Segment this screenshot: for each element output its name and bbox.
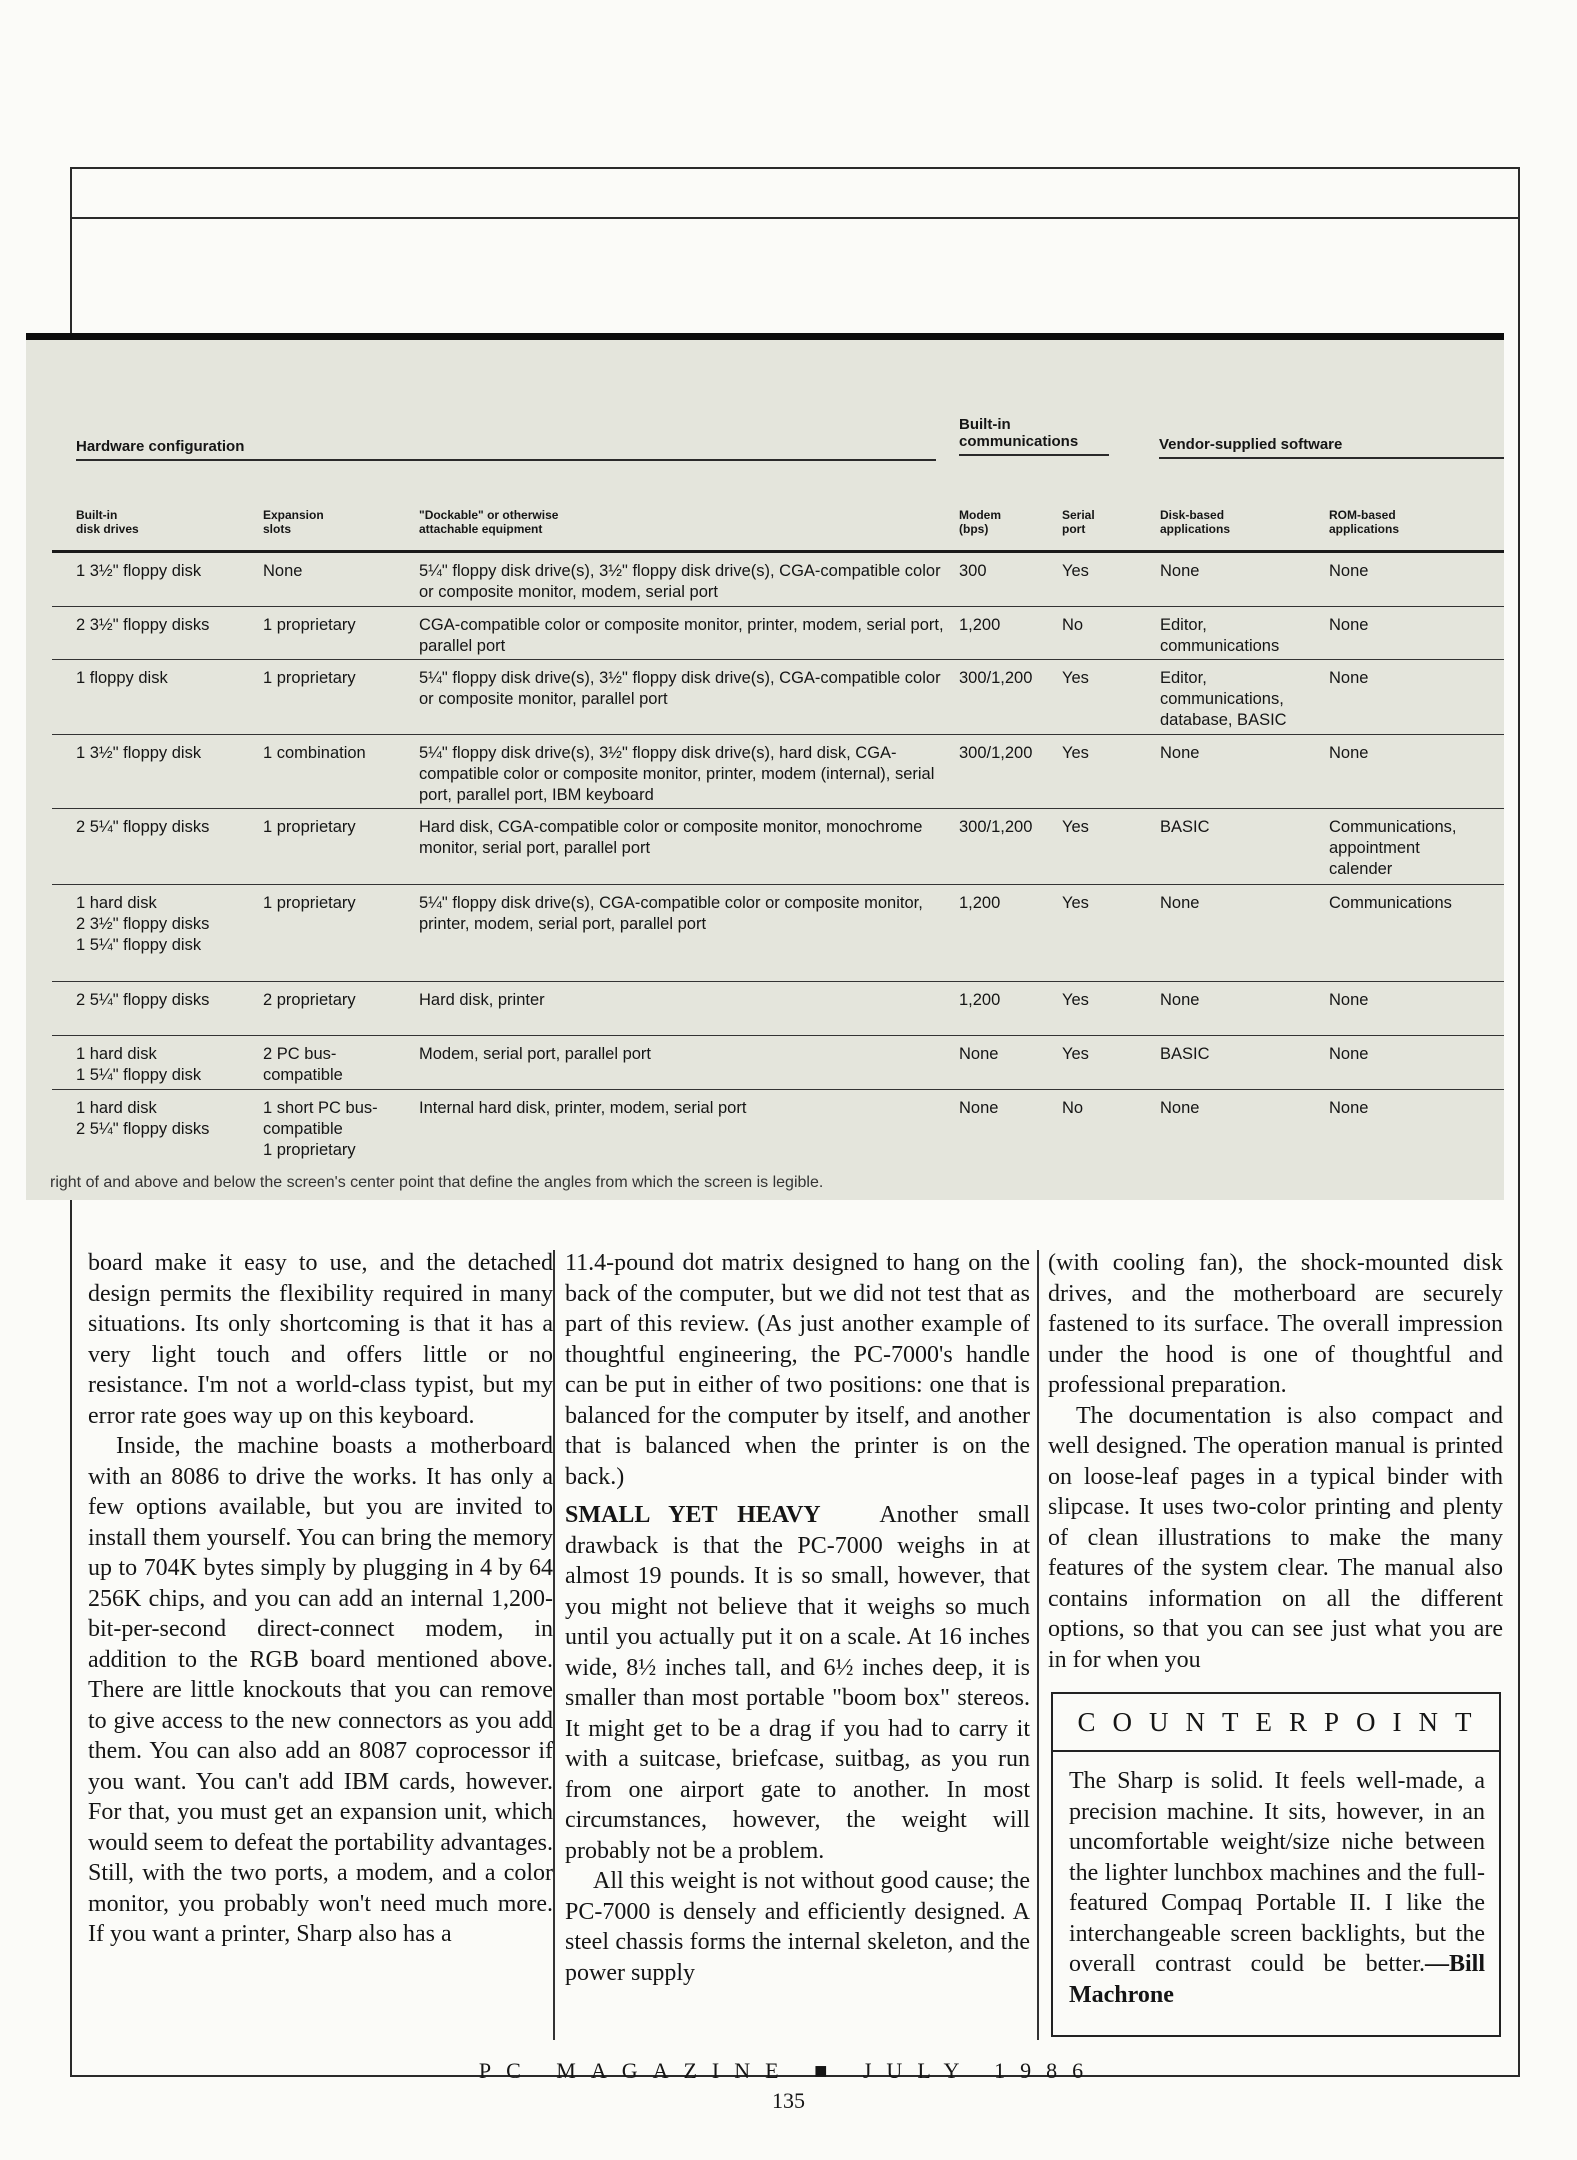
cell-drives: 1 3½" floppy disk <box>76 744 202 762</box>
cell-modem: 300/1,200 <box>959 818 1033 836</box>
table-row <box>52 553 1504 607</box>
cell-disk-apps: BASIC <box>1160 1045 1210 1063</box>
cell-dockable: 5¼" floppy disk drive(s), 3½" floppy disk drive(s), hard disk, CGA-compatible color or composite monitor, printer, modem (internal), serial port, parallel port, IBM keyboard <box>419 744 935 804</box>
paragraph: The documentation is also compact and well designed. The operation manual is printed on loose-leaf pages in a typical binder with slipcase. It uses two-color printing and plenty of clean illustrations to make the many features of the system clear. The manual also contains information on all the different options, so that you can see just what you are in for when you <box>1048 1402 1503 1673</box>
cell-slots: 1 proprietary <box>263 669 356 687</box>
cell-slots: 1 combination <box>263 744 366 762</box>
cell-disk-apps: Editor, communications <box>1160 616 1280 655</box>
cell-drives: 2 5¼" floppy disks <box>76 818 210 836</box>
table-row <box>52 982 1504 1036</box>
table-row <box>52 735 1504 809</box>
cell-slots: None <box>263 562 303 580</box>
cell-rom-apps: None <box>1329 991 1369 1009</box>
col-header-rom-apps: ROM-based applications <box>1329 508 1400 536</box>
cell-serial: No <box>1062 1099 1084 1117</box>
cell-modem: 300/1,200 <box>959 744 1033 762</box>
cell-rom-apps: None <box>1329 669 1369 687</box>
cell-disk-apps: None <box>1160 894 1200 912</box>
page-footer: PC MAGAZINE ■ JULY 1986 <box>478 2058 1099 2083</box>
cell-serial: Yes <box>1062 1045 1089 1063</box>
cell-dockable: Modem, serial port, parallel port <box>419 1045 652 1063</box>
table-row <box>52 660 1504 735</box>
cell-modem: None <box>959 1045 999 1063</box>
cell-disk-apps: Editor, communications, database, BASIC <box>1160 669 1287 729</box>
cell-dockable: 5¼" floppy disk drive(s), 3½" floppy disk drive(s), CGA-compatible color or composite monitor, modem, serial port <box>419 562 941 601</box>
cell-serial: Yes <box>1062 894 1089 912</box>
paragraph-text: Another small drawback is that the PC-7000 weighs in at almost 19 pounds. It is so small, however, that you might not believe that it weighs so much until you actually put it on a scale. At 16 inches wide, 8½ inches tall, and 6½ inches deep, it is smaller than most portable "boom box" stereos. It might get to be a drag if you had to carry it with a suitcase, briefcase, suitbag, as you run from one airport gate to another. In most circumstances, however, the weight will probably not be a problem. <box>565 1502 1030 1864</box>
cell-rom-apps: Communications, appointment calender <box>1329 818 1457 878</box>
cell-modem: 300/1,200 <box>959 669 1033 687</box>
cell-disk-apps: BASIC <box>1160 818 1210 836</box>
cell-modem: 1,200 <box>959 616 1001 634</box>
cell-serial: Yes <box>1062 562 1089 580</box>
cell-drives: 1 hard disk 2 3½" floppy disks 1 5¼" floppy disk <box>76 894 210 954</box>
col-header-disk-apps: Disk-based applications <box>1160 508 1231 536</box>
cell-slots: 1 proprietary <box>263 616 356 634</box>
counterpoint-text <box>1053 1752 1499 2010</box>
cell-drives: 1 3½" floppy disk <box>76 562 202 580</box>
table-row <box>52 809 1504 885</box>
counterpoint-title: COUNTERPOINT <box>1053 1694 1499 1752</box>
cell-slots: 1 proprietary <box>263 818 356 836</box>
cell-modem: None <box>959 1099 999 1117</box>
frame-rule <box>70 217 1520 219</box>
cell-slots: 1 proprietary <box>263 894 356 912</box>
cell-serial: Yes <box>1062 818 1089 836</box>
cell-slots: 1 short PC bus- compatible 1 proprietary <box>263 1099 378 1159</box>
article-column-2 <box>565 1248 1030 2028</box>
table-footnote: right of and above and below the screen's center point that define the angles from which the screen is legible. <box>50 1174 824 1191</box>
cell-drives: 2 5¼" floppy disks <box>76 991 210 1009</box>
col-header-slots: Expansion slots <box>263 508 324 536</box>
cell-rom-apps: None <box>1329 744 1369 762</box>
cell-drives: 2 3½" floppy disks <box>76 616 210 634</box>
cell-modem: 1,200 <box>959 991 1001 1009</box>
cell-disk-apps: None <box>1160 991 1200 1009</box>
paragraph: board make it easy to use, and the detached design permits the flexibility required in many situations. Its only shortcoming is that it has a very light touch and offers little or no resistance. I'm not a world-class typist, but my error rate goes way up on this keyboard. <box>88 1250 553 1429</box>
table-row <box>52 1036 1504 1090</box>
table-row <box>52 607 1504 660</box>
cell-rom-apps: None <box>1329 1045 1369 1063</box>
cell-dockable: CGA-compatible color or composite monitor, printer, modem, serial port, parallel port <box>419 616 944 655</box>
paragraph <box>565 1500 1030 1866</box>
cell-serial: Yes <box>1062 744 1089 762</box>
cell-rom-apps: Communications <box>1329 894 1452 912</box>
col-header-drives: Built-in disk drives <box>76 508 139 536</box>
software-group-header: Vendor-supplied software <box>1159 436 1504 459</box>
comparison-table <box>26 333 1504 1200</box>
cell-dockable: Internal hard disk, printer, modem, serial port <box>419 1099 747 1117</box>
section-heading: SMALL YET HEAVY <box>565 1502 821 1528</box>
cell-disk-apps: None <box>1160 562 1200 580</box>
paragraph: 11.4-pound dot matrix designed to hang on the back of the computer, but we did not test that as part of this review. (As just another example of thoughtful engineering, the PC-7000's handle can be put in either of two positions: one that is balanced for the computer by itself, and another that is balanced when the printer is on the back.) <box>565 1250 1030 1490</box>
cell-dockable: Hard disk, printer <box>419 991 545 1009</box>
cell-rom-apps: None <box>1329 562 1369 580</box>
cell-disk-apps: None <box>1160 1099 1200 1117</box>
cell-slots: 2 PC bus- compatible <box>263 1045 343 1084</box>
column-rule <box>553 1250 555 2040</box>
cell-drives: 1 hard disk 2 5¼" floppy disks <box>76 1099 210 1138</box>
table-row <box>52 885 1504 982</box>
article-column-1 <box>88 1248 553 2028</box>
communications-group-header: Built-in communications <box>959 416 1109 456</box>
cell-disk-apps: None <box>1160 744 1200 762</box>
cell-serial: No <box>1062 616 1084 634</box>
hardware-group-header: Hardware configuration <box>76 438 936 461</box>
cell-serial: Yes <box>1062 991 1089 1009</box>
cell-dockable: 5¼" floppy disk drive(s), CGA-compatible color or composite monitor, printer, modem, serial port, parallel port <box>419 894 923 933</box>
table-group-headers <box>26 340 1504 470</box>
cell-drives: 1 hard disk 1 5¼" floppy disk <box>76 1045 202 1084</box>
table-row <box>52 1090 1504 1168</box>
counterpoint-box <box>1051 1692 1501 2037</box>
column-rule <box>1037 1250 1039 2040</box>
col-header-modem: Modem (bps) <box>959 508 1001 536</box>
page-number: 135 <box>772 2088 805 2113</box>
col-header-serial: Serial port <box>1062 508 1095 536</box>
counterpoint-body: The Sharp is solid. It feels well-made, a precision machine. It sits, however, in an uncomfortable weight/size niche between the lighter lunchbox machines and the full-featured Compaq Portable II. I like the interchangeable screen backlights, but the overall contrast could be better. <box>1069 1768 1485 1977</box>
cell-drives: 1 floppy disk <box>76 669 168 687</box>
cell-slots: 2 proprietary <box>263 991 356 1009</box>
cell-serial: Yes <box>1062 669 1089 687</box>
cell-modem: 300 <box>959 562 987 580</box>
cell-dockable: Hard disk, CGA-compatible color or composite monitor, monochrome monitor, serial port, parallel port <box>419 818 923 857</box>
col-header-dockable: "Dockable" or otherwise attachable equipment <box>419 508 559 536</box>
cell-dockable: 5¼" floppy disk drive(s), 3½" floppy disk drive(s), CGA-compatible color or composite monitor, parallel port <box>419 669 941 708</box>
cell-rom-apps: None <box>1329 1099 1369 1117</box>
cell-modem: 1,200 <box>959 894 1001 912</box>
paragraph: Inside, the machine boasts a motherboard with an 8086 to drive the works. It has only a few options available, but you are invited to install them yourself. You can bring the memory up to 704K bytes simply by plugging in 4 by 64 256K chips, and you can add an internal 1,200-bit-per-second direct-connect modem, in addition to the RGB board mentioned above. There are little knockouts that you can remove to give access to the new connectors as you add them. You can also add an 8087 coprocessor if you want. You can't add IBM cards, however. For that, you must get an expansion unit, which would seem to defeat the portability advantages. Still, with the two ports, a modem, and a color monitor, you probably won't need much more. If you want a printer, Sharp also has a <box>88 1433 553 1947</box>
cell-rom-apps: None <box>1329 616 1369 634</box>
paragraph: (with cooling fan), the shock-mounted disk drives, and the motherboard are securely fastened to its surface. The overall impression under the hood is one of thoughtful and professional preparation. <box>1048 1250 1503 1398</box>
paragraph: All this weight is not without good cause; the PC-7000 is densely and efficiently designed. A steel chassis forms the internal skeleton, and the power supply <box>565 1868 1030 1986</box>
counterpoint-author: —Bill Machrone <box>1069 1951 1485 2008</box>
